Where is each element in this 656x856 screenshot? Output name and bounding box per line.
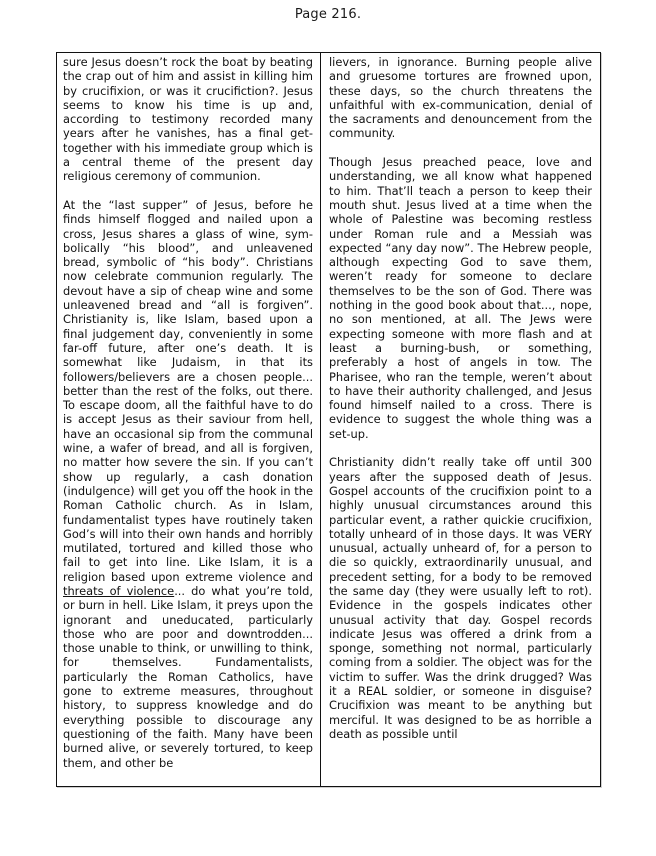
left-paragraph-1: sure Jesus doesn’t rock the boat by beating the crap out of him and assist in killing him by crucifixion, or was it crucifiction?. Jesus seems to know his time is up and, according to testimony recorded many years after he vanishes, has a final get-together with his immediate group which is a central theme of the present day religious ceremony of communion. bbox=[63, 55, 313, 184]
left-column bbox=[57, 53, 321, 786]
left-paragraph-2-text-after: ... do what you’re told, or burn in hell. Like Islam, it preys upon the ignorant and uneducated, particularly those who are poor and downtrodden... those unable to think, or unwilling to think, for themselves. Fundamentalists, particularly the Roman Catholics, have gone to extreme measures, throughout history, to suppress knowledge and do everything possible to discourage any questioning of the faith. Many have been burned alive, or severely tortured, to keep them, and other be bbox=[63, 583, 313, 770]
right-paragraph-1: lievers, in ignorance. Burning people alive and gruesome tortures are frowned upon, these days, so the church threatens the unfaithful with ex-communication, denial of the sacraments and denouncement from the community. bbox=[329, 55, 592, 141]
two-column-text-frame bbox=[56, 52, 601, 787]
left-paragraph-2 bbox=[63, 198, 313, 770]
underlined-phrase: threats of violence bbox=[63, 583, 175, 598]
left-paragraph-2-text-before: At the “last supper” of Jesus, before he finds himself flogged and nailed upon a cross, Jesus shares a glass of wine, symbolically “his blood”, and unleavened bread, symbolic of “his body”. Christians now celebrate communion regularly. The devout have a sip of cheap wine and some unleavened bread and “all is forgiven”. Christianity is, like Islam, based upon a final judgement day, conveniently in some far-off future, after one’s death. It is somewhat like Judaism, in that its followers/believers are a chosen people... better than the rest of the folks, out there. To escape doom, all the faithful have to do is accept Jesus as their saviour from hell, have an occasional sip from the communal wine, a wafer of bread, and all is forgiven, no matter how severe the sin. If you can’t show up regularly, a cash donation (indulgence) will get you off the hook in the Roman Catholic church. As in Islam, fundamentalist types have routinely taken God’s will into their own hands and horribly mutilated, tortured and killed those who fail to get into line. Like Islam, it is a religion based upon extreme violence and bbox=[63, 197, 313, 584]
right-column bbox=[321, 53, 600, 786]
page-number-heading: Page 216. bbox=[294, 7, 362, 22]
right-paragraph-2: Though Jesus preached peace, love and understanding, we all know what happened to him. That’ll teach a person to keep their mouth shut. Jesus lived at a time when the whole of Palestine was becoming restless under Roman rule and a Messiah was expected “any day now”. The Hebrew people, although expecting God to save them, weren’t ready for someone to declare themselves to be the son of God. There was nothing in the good book about that..., nope, no son mentioned, at all. The Jews were expecting someone with more flash and at least a burning-bush, or something, preferably a host of angels in tow. The Pharisee, who ran the temple, weren’t about to have their authority challenged, and Jesus found himself nailed to a cross. There is evidence to suggest the whole thing was a set-up. bbox=[329, 155, 592, 441]
right-paragraph-3: Christianity didn’t really take off until 300 years after the supposed death of Jesus. Gospel accounts of the crucifixion point to a highly unusual circumstances around this particular event, a rather quickie crucifixion, totally unheard of in those days. It was VERY unusual, actually unheard of, for a person to die so quickly, extraordinarily unusual, and precedent setting, for a body to be removed the same day (they were usually left to rot). Evidence in the gospels indicates other unusual activity that day. Gospel records indicate Jesus was offered a drink from a sponge, something not normal, particularly coming from a soldier. The object was for the victim to suffer. Was the drink drugged? Was it a REAL soldier, or someone in disguise? Crucifixion was meant to be anything but merciful. It was designed to be as horrible a death as possible until bbox=[329, 455, 592, 741]
